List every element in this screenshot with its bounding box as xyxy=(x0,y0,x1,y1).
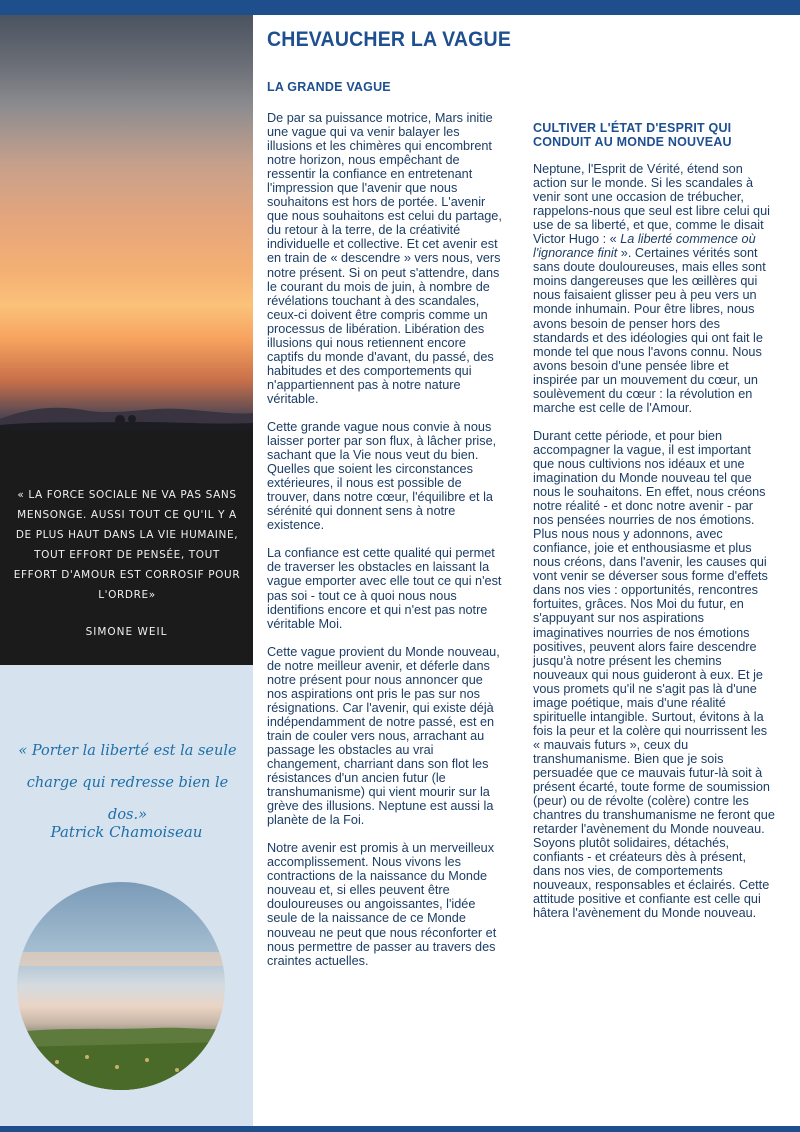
sidebar-quote-author: SIMONE WEIL xyxy=(85,626,168,638)
paragraph: De par sa puissance motrice, Mars initie une vague qui va venir balayer les illusions et les chimères qui encombrent notre horizon, nous empêchant de ressentir la confiance en entretenant l'impression que l'avenir que nous souhaitons est hors de portée. L'avenir que nous souhaitons est celui du partage, du retour à la terre, de la créativité individuelle et collective. Et cet avenir est en train de « descendre » vers nous, vers notre présent. Si on peut s'attendre, dans le courant du mois de juin, à nombre de révélations touchant à des scandales, ceux-ci doivent être compris comme un processus de libération. Libération des illusions qui nous retiennent encore captifs du monde d'avant, du passé, des habitudes et des comportements qui n'appartiennent pas à notre nature véritable. xyxy=(267,111,502,406)
column-right-text xyxy=(533,162,775,934)
paragraph: La confiance est cette qualité qui permet de traverser les obstacles en laissant la vague emporter avec elle tout ce qui n'est pas soi - tout ce à quoi nous nous identifions encore et qui n'est pas notre véritable Moi. xyxy=(267,546,502,631)
paragraph-text: ». Certaines vérités sont sans doute douloureuses, mais elles sont moins dangereuses que les œillères qui nous faisaient glisser peu à peu vers un monde inhumain. Pour être libres, nous avons besoin de penser hors des standards et des idéologies qui ont fait le monde tel que nous l'avons connu. Nous avons besoin d'une pensée libre et inspirée par un mouvement du cœur, un soulèvement du cœur : la révolution en marche est celle de l'Amour. xyxy=(533,246,766,415)
sidebar-quote: « LA FORCE SOCIALE NE VA PAS SANS MENSONGE. AUSSI TOUT CE QU'IL Y A DE PLUS HAUT DANS LA VIE HUMAINE, TOUT EFFORT DE PENSÉE, TOUT EFFORT D'AMOUR EST CORROSIF POUR L'ORDRE» xyxy=(13,489,241,601)
section-title-etat-esprit: CULTIVER L'ÉTAT D'ESPRIT QUI CONDUIT AU MONDE NOUVEAU xyxy=(533,121,732,149)
column-left-text xyxy=(267,111,505,982)
section-title-grande-vague: LA GRANDE VAGUE xyxy=(267,80,391,94)
paragraph-text: Neptune, l'Esprit de Vérité, étend son action sur le monde. Si les scandales à venir sont une occasion de trébucher, rappelons-nous que seul est libre celui qui use de sa liberté, et que, comme le disait Victor Hugo : « xyxy=(533,162,770,247)
hills-silhouette xyxy=(0,401,253,431)
sidebar xyxy=(0,15,253,1126)
paragraph: Cette grande vague nous convie à nous laisser porter par son flux, à lâcher prise, sachant que la Vie nous veut du bien. Quelles que soient les circonstances extérieures, il nous est possible de trouver, dans notre cœur, l'équilibre et la sérénité qui donnent sens à notre existence. xyxy=(267,419,497,533)
paragraph: Notre avenir est promis à un merveilleux accomplissement. Nous vivons les contractions de la naissance du Monde nouveau et, si elles peuvent être douloureuses ou angoissantes, l'idée seule de la naissance de ce Monde nouveau ne peut que nous réconforter et nous permettre de passer au travers des craintes actuelles. xyxy=(267,841,497,968)
quote-box-weil xyxy=(0,430,253,665)
paragraph: Cette vague provient du Monde nouveau, de notre meilleur avenir, et déferle dans notre présent pour nous annoncer que nos aspirations ont pris le pas sur nos résignations. Car l'avenir, qui existe déjà indépendamment de notre passé, est en train de couler vers nous, arrachant au passage les obstacles au vrai changement, charriant dans son flot les résistances d'un ancien futur (le transhumanisme) qui vient mourir sur la grève des illusions. Neptune est aussi la planète de la Foi. xyxy=(267,644,500,828)
landscape-circle-photo xyxy=(17,882,225,1090)
field-illustration xyxy=(17,882,225,1090)
paragraph xyxy=(533,162,775,415)
paragraph: Durant cette période, et pour bien accompagner la vague, il est important que nous cultivions nos idéaux et une imagination du Monde nouveau tel que nous le souhaitons. En effet, nous créons notre réalité - et donc notre avenir - par nos pensées nourries de nos émotions. Plus nous nous y adonnons, avec confiance, joie et enthousiasme et plus nous créons, dans l'avenir, les causes qui vont venir se déverser sous forme d'effets dans nos vies : opportunités, rencontres fortuites, grâces. Nos Moi du futur, en s'appuyant sur nos aspirations imaginatives nourries de nos émotions positives, peuvent alors faire descendre jusqu'à notre présent les chemins nouveaux qui nous guideront à eux. Et je vous promets qu'il ne s'agit pas là d'une image poétique, mais d'une réalité spirituelle intangible. Surtout, évitons à la fois la peur et la colère qui nourrissent les « mauvais futurs », ceux du transhumanisme. Bien que je sois persuadée que ce mauvais futur-là soit à présent écarté, toute forme de soumission (peur) ou de révolte (colère) contre les chantres du transhumanisme ne feront que retarder l'avènement du Monde nouveau. Soyons plutôt solidaires, détachés, confiants - et créateurs dès à présent, dans nos vies, de comportements nouveaux, responsables et éclairés. Cette attitude positive et confiante est celle qui hâtera l'avènement du Monde nouveau. xyxy=(533,428,775,921)
script-quote-author: Patrick Chamoiseau xyxy=(50,823,203,841)
sunset-photo xyxy=(0,15,253,430)
top-bar xyxy=(0,0,800,15)
bottom-bar xyxy=(0,1126,800,1132)
page-title: CHEVAUCHER LA VAGUE xyxy=(267,28,512,51)
script-quote: « Porter la liberté est la seule charge qui redresse bien le dos.» xyxy=(18,743,237,823)
victor-hugo-quote: La liberté commence où l'ignorance finit xyxy=(533,232,756,261)
